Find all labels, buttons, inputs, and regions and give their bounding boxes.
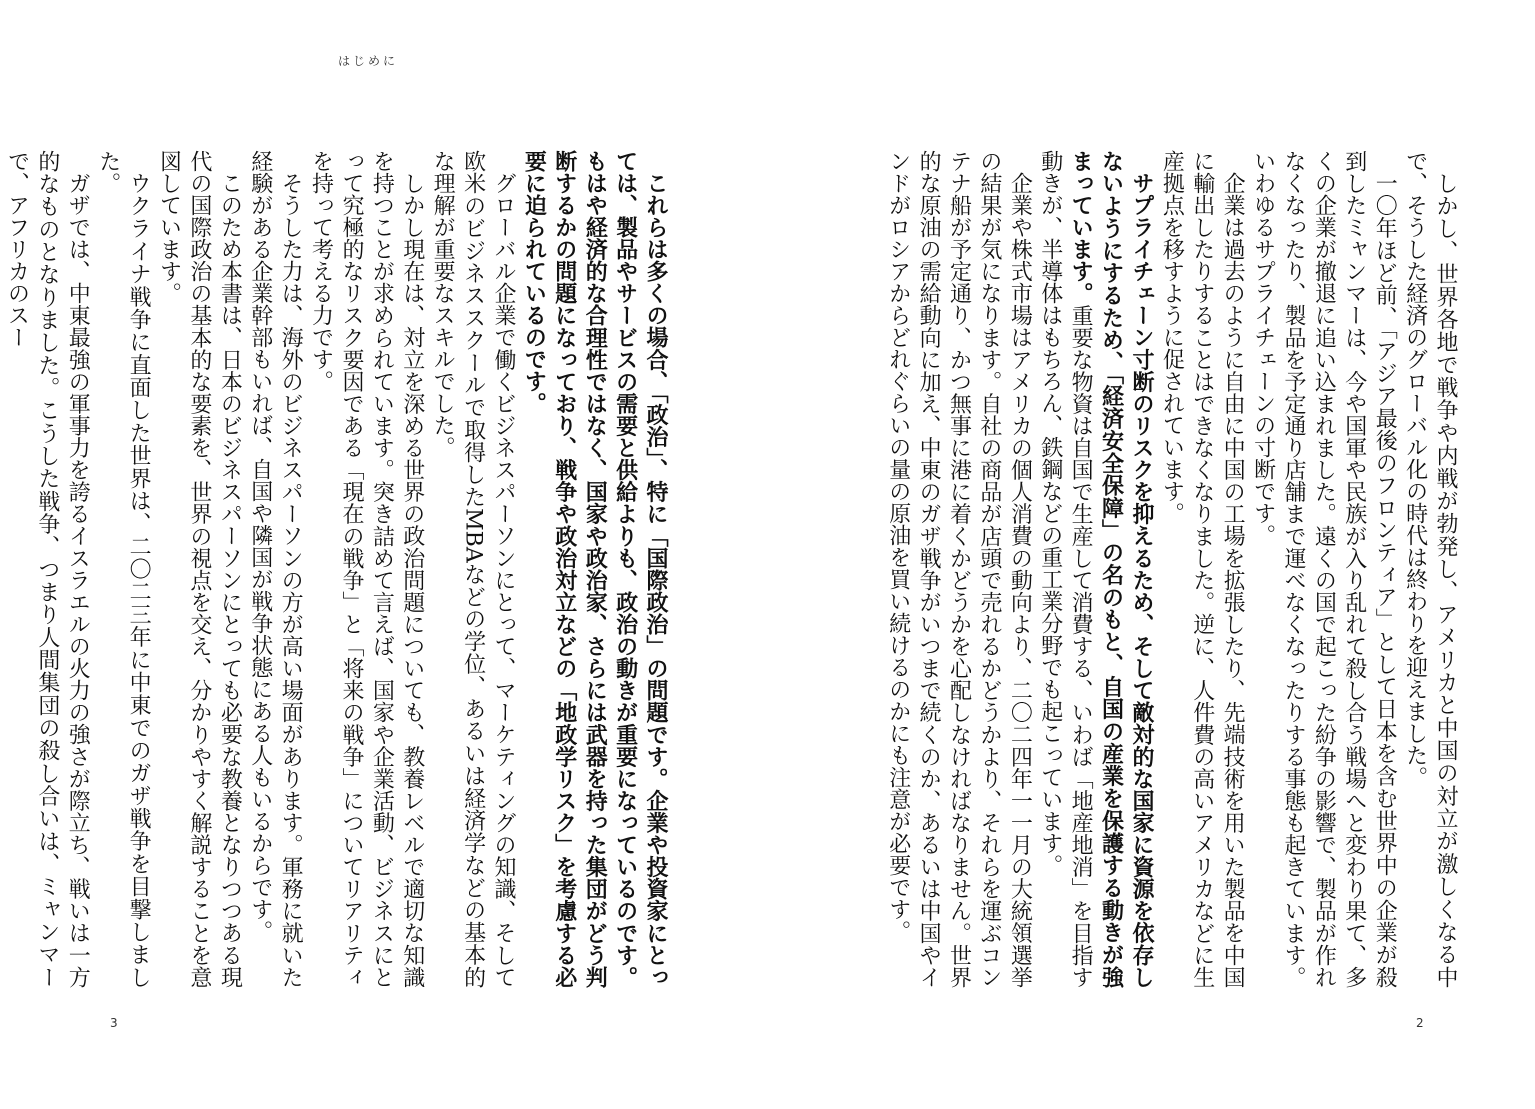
- paragraph: 企業は過去のように自由に中国の工場を拡張したり、先端技術を用いた製品を中国に輸出したりすることはできなくなりました。逆に、人件費の高いアメリカなどに生産拠点を移すように促されています。: [1159, 150, 1246, 988]
- paragraph-continuation: 重要な物資は自国で生産して消費する、いわば「地産地消」を目指す動きが、半導体はもちろん、鉄鋼などの重工業分野でも起こっています。: [1037, 150, 1094, 989]
- running-head: はじめに: [338, 54, 399, 68]
- paragraph: しかし現在は、対立を深める世界の政治問題についても、教養レベルで適切な知識を持つことが求められています。突き詰めて言えば、国家や企業活動、ビジネスにとって究極的なリスク要因である「現在の戦争」と「将来の戦争」についてリアリティを持って考える力です。: [308, 150, 425, 988]
- paragraph: そうした力は、海外のビジネスパーソンの方が高い場面があります。軍務に就いた経験がある企業幹部もいれば、自国や隣国が戦争状態にある人もいるからです。: [247, 150, 304, 988]
- page-left-body: [4, 150, 670, 989]
- paragraph-bold: [518, 150, 670, 988]
- paragraph: ウクライナ戦争に直面した世界は、二〇二三年に中東でのガザ戦争を目撃しました。: [95, 150, 152, 988]
- bold-emphasis: これらは多くの場合、「政治」、特に「国際政治」の問題です。企業や投資家にとっては、製品やサービスの需要と供給よりも、政治の動きが重要になっているのです。もはや経済的な合理性ではなく、国家や政治家、さらには武器を持った集団がどう判断するかの問題になっており、戦争や政治対立などの「地政学リスク」を考慮する必要に迫られているのです。: [521, 150, 668, 989]
- paragraph: ガザでは、中東最強の軍事力を誇るイスラエルの火力の強さが際立ち、戦いは一方的なものとなりました。こうした戦争、つまり人間集団の殺し合いは、ミャンマーで、アフリカのスー: [4, 150, 91, 988]
- page-number-left: 3: [110, 1016, 118, 1030]
- bold-emphasis: サプライチェーン寸断のリスクを抑えるため、そして敵対的な国家に資源を依存しないようにするため、「経済安全保障」の名のもと、自国の産業を保護する動きが強まっています。: [1068, 150, 1154, 988]
- paragraph: 一〇年ほど前、「アジア最後のフロンティア」として日本を含む世界中の企業が殺到したミャンマーは、今や国軍や民族が入り乱れて殺し合う戦場へと変わり果て、多くの企業が撤退に追い込まれました。遠くの国で起こった紛争の影響で、製品が作れなくなったり、製品を予定通り店舗まで運べなくなったりする事態も起きています。いわゆるサプライチェーンの寸断です。: [1250, 150, 1398, 989]
- paragraph: しかし、世界各地で戦争や内戦が勃発し、アメリカと中国の対立が激しくなる中で、そうした経済のグローバル化の時代は終わりを迎えました。: [1402, 150, 1458, 988]
- paragraph: このため本書は、日本のビジネスパーソンにとっても必要な教養となりつつある現代の国際政治の基本的な要素を、世界の視点を交え、分かりやすく解説することを意図しています。: [156, 150, 243, 989]
- page-right-body: [880, 150, 1460, 988]
- paragraph: 企業や株式市場はアメリカの個人消費の動向より、二〇二四年一一月の大統領選挙の結果が気になります。自社の商品が店頭で売れるかどうかより、それらを運ぶコンテナ船が予定通り、かつ無事に港に着くかどうかを心配しなければなりません。世界的な原油の需給動向に加え、中東のガザ戦争がいつまで続くのか、あるいは中国やインドがロシアからどれぐらいの量の原油を買い続けるのかにも注意が必要です。: [885, 150, 1033, 989]
- paragraph: グローバル企業で働くビジネスパーソンにとって、マーケティングの知識、そして欧米のビジネススクールで取得したMBAなどの学位、あるいは経済学などの基本的な理解が重要なスキルでした。: [430, 150, 516, 988]
- paragraph: [1034, 150, 1156, 988]
- page-number-right: 2: [1416, 1016, 1424, 1030]
